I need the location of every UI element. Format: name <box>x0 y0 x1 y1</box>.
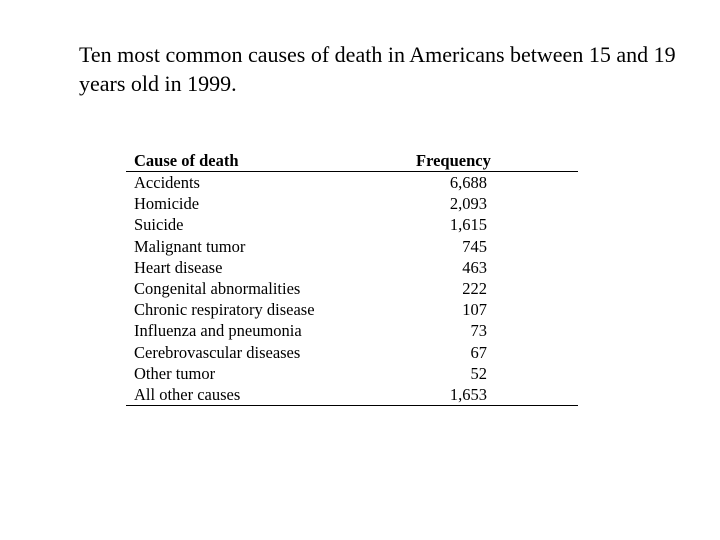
table-row <box>126 299 578 320</box>
cause-cell: Homicide <box>134 194 200 214</box>
cause-cell: Suicide <box>134 215 184 235</box>
cause-cell: Chronic respiratory disease <box>134 300 315 320</box>
table-row <box>126 172 578 194</box>
frequency-cell: 107 <box>462 300 487 320</box>
cause-cell: Accidents <box>134 173 200 193</box>
causes-of-death-table <box>126 150 578 406</box>
slide-title: Ten most common causes of death in Americans between 15 and 19 years old in 1999. <box>79 42 676 96</box>
frequency-cell: 1,615 <box>449 215 487 235</box>
table-row <box>126 363 578 384</box>
header-frequency: Frequency <box>416 150 578 172</box>
table-row <box>126 193 578 214</box>
table-row <box>126 214 578 235</box>
table-row <box>126 278 578 299</box>
frequency-cell: 52 <box>470 363 487 383</box>
cause-cell: Congenital abnormalities <box>134 279 301 299</box>
table-row <box>126 384 578 406</box>
frequency-cell: 463 <box>462 257 487 277</box>
frequency-cell: 73 <box>470 321 487 341</box>
cause-cell: Malignant tumor <box>134 236 246 256</box>
cause-cell: Cerebrovascular diseases <box>134 342 301 362</box>
frequency-cell: 67 <box>470 342 487 362</box>
table-header-row <box>126 150 578 172</box>
header-cause: Cause of death <box>126 150 416 172</box>
frequency-cell: 1,653 <box>416 384 578 406</box>
frequency-cell: 222 <box>462 279 487 299</box>
cause-cell: Other tumor <box>134 363 216 383</box>
cause-cell: All other causes <box>126 384 416 406</box>
cause-cell: Heart disease <box>134 257 223 277</box>
table-row <box>126 320 578 341</box>
table-row <box>126 236 578 257</box>
frequency-cell: 745 <box>462 236 487 256</box>
table-row <box>126 342 578 363</box>
frequency-cell: 6,688 <box>449 173 487 193</box>
table-row <box>126 257 578 278</box>
cause-cell: Influenza and pneumonia <box>134 321 302 341</box>
frequency-cell: 2,093 <box>449 194 487 214</box>
